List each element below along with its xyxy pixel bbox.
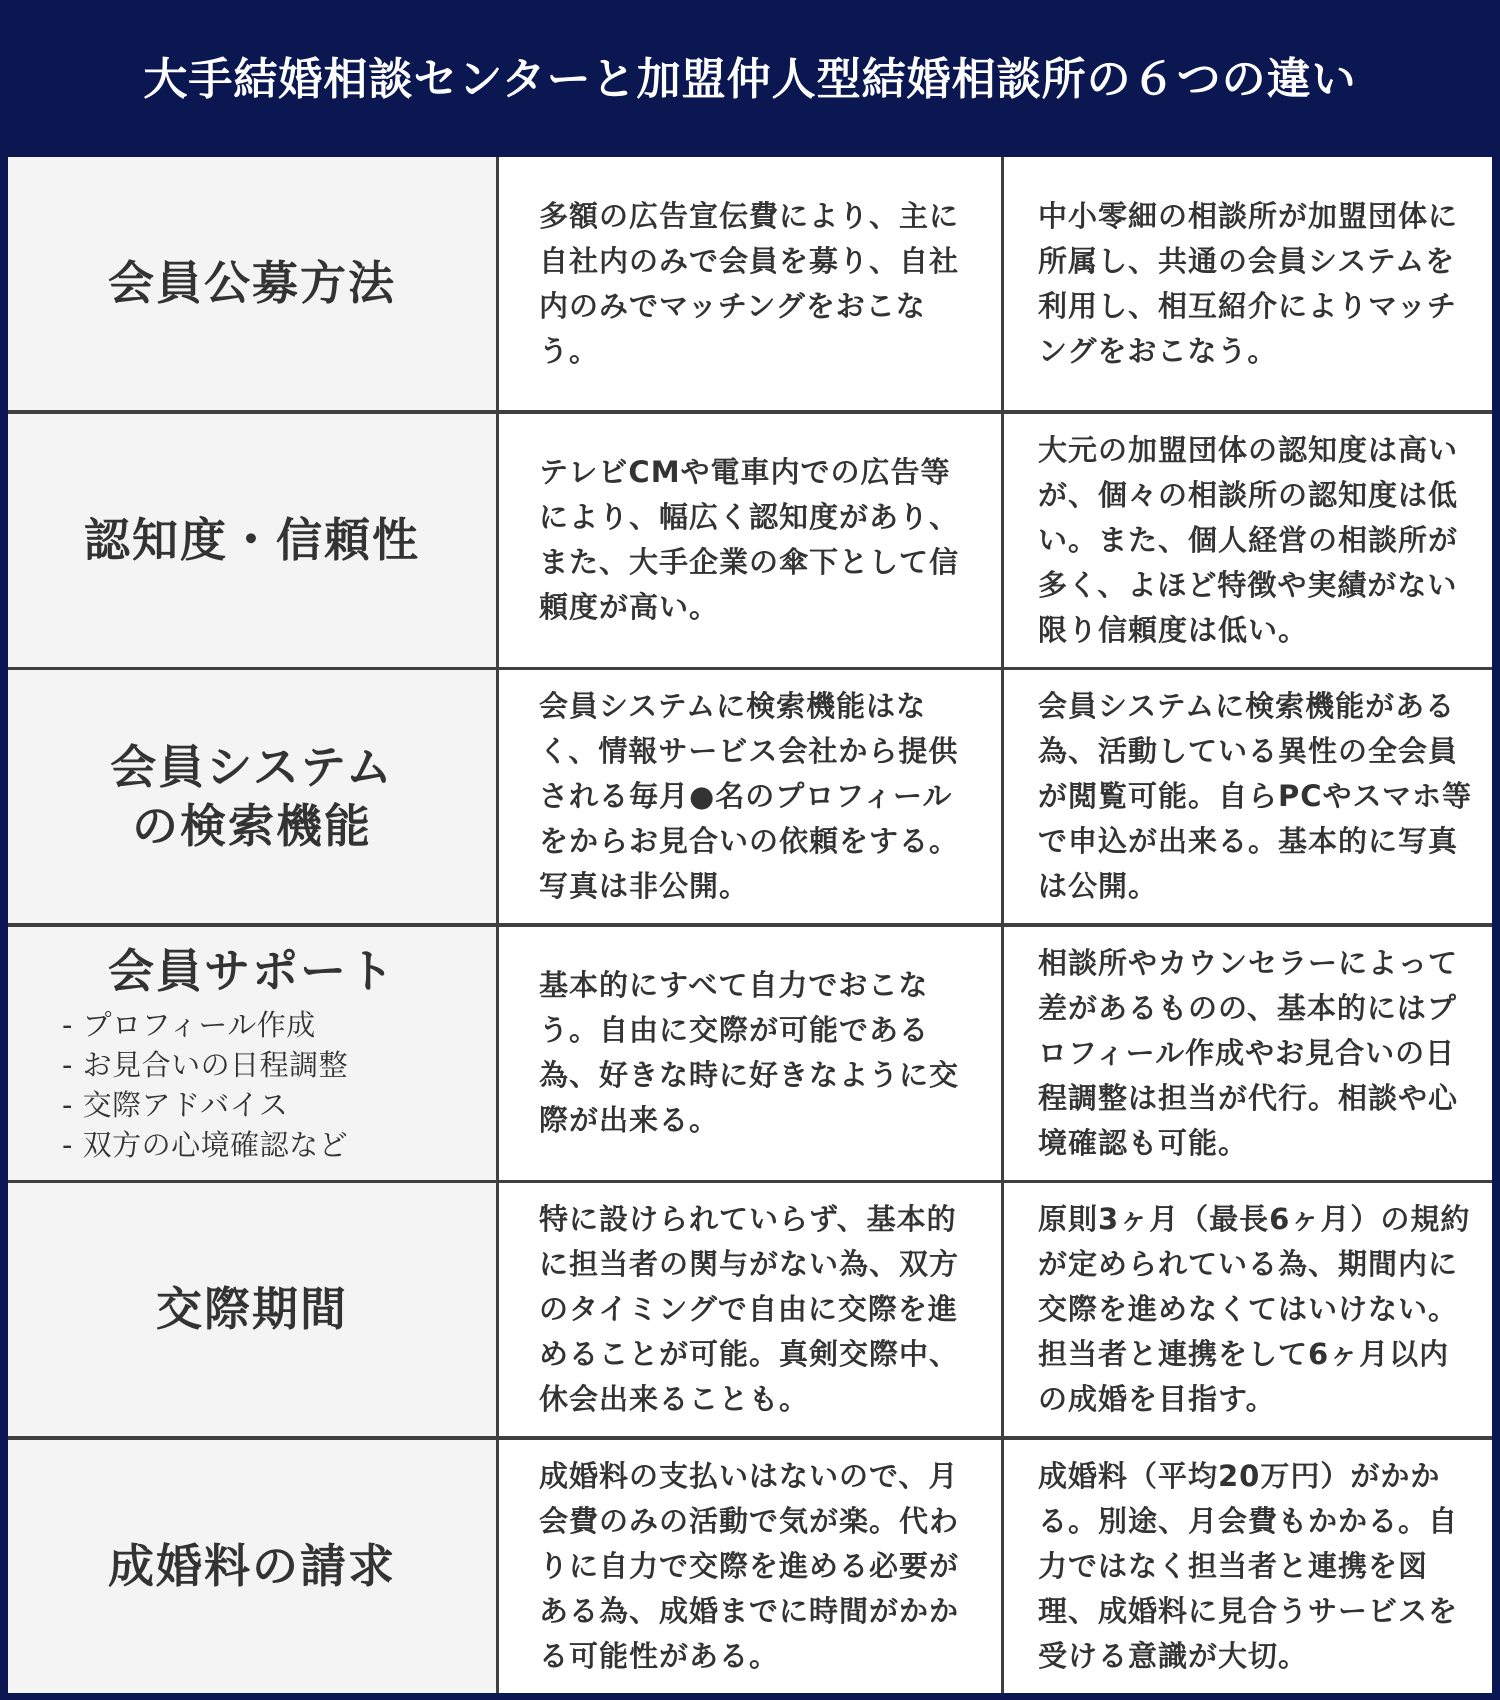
major-center-recruitment xyxy=(499,157,1001,410)
row-label-support xyxy=(8,927,496,1180)
member-agency-recognition xyxy=(1004,414,1492,667)
row-label-recognition xyxy=(8,414,496,667)
cell-text: 大元の加盟団体の認知度は高いが、個々の相談所の認知度は低い。また、個人経営の相談所が多く、よほど特徴や実績がない限り信頼度は低い。 xyxy=(1038,432,1459,647)
major-center-success-fee xyxy=(499,1440,1001,1693)
cell-text: 相談所やカウンセラーによって差があるものの、基本的にはプロフィール作成やお見合いの日程調整は担当が代行。相談や心境確認も可能。 xyxy=(1038,945,1459,1160)
major-center-search xyxy=(499,670,1001,923)
row-label-text: 会員サポート xyxy=(108,943,396,998)
row-label-text: 認知度・信頼性 xyxy=(84,512,420,567)
cell-text: 特に設けられていらず、基本的に担当者の関与がない為、双方のタイミングで自由に交際を進めることが可能。真剣交際中、休会出来ることも。 xyxy=(539,1202,960,1417)
cell-text: 基本的にすべて自力でおこなう。自由に交際が可能である為、好きな時に好きなように交際が出来る。 xyxy=(539,968,960,1138)
cell-text: 成婚料の支払いはないので、月会費のみの活動で気が楽。代わりに自力で交際を進める必要がある為、成婚までに時間がかかる可能性がある。 xyxy=(539,1458,960,1673)
row-label-success-fee xyxy=(8,1440,496,1693)
major-center-dating-period xyxy=(499,1183,1001,1436)
row-label-text: 成婚料の請求 xyxy=(108,1539,396,1594)
row-label-search xyxy=(8,670,496,923)
row-label-text: 交際期間 xyxy=(156,1282,348,1337)
support-sub-item: - 双方の心境確認など xyxy=(62,1127,349,1162)
cell-text: 多額の広告宣伝費により、主に自社内のみで会員を募り、自社内のみでマッチングをおこなう。 xyxy=(539,198,960,368)
row-label-text: 会員システム xyxy=(110,739,394,794)
row-label-dating-period xyxy=(8,1183,496,1436)
member-agency-recruitment xyxy=(1004,157,1492,410)
support-sub-item: - 交際アドバイス xyxy=(62,1087,289,1122)
cell-text: 中小零細の相談所が加盟団体に所属し、共通の会員システムを利用し、相互紹介によりマッチングをおこなう。 xyxy=(1038,198,1459,368)
major-center-recognition xyxy=(499,414,1001,667)
row-label-recruitment xyxy=(8,157,496,410)
support-sub-list xyxy=(62,1005,442,1165)
row-label-text: の検索機能 xyxy=(132,798,372,853)
major-center-support xyxy=(499,927,1001,1180)
cell-text: 会員システムに検索機能はなく、情報サービス会社から提供される毎月●名のプロフィールをからお見合いの依頼をする。写真は非公開。 xyxy=(539,689,960,904)
comparison-table xyxy=(8,157,1492,1693)
support-sub-item: - お見合いの日程調整 xyxy=(62,1047,349,1082)
member-agency-dating-period xyxy=(1004,1183,1492,1436)
cell-text: 原則3ヶ月（最長6ヶ月）の規約が定められている為、期間内に交際を進めなくてはいけない。担当者と連携をして6ヶ月以内の成婚を目指す。 xyxy=(1038,1202,1471,1417)
member-agency-success-fee xyxy=(1004,1440,1492,1693)
support-sub-item: - プロフィール作成 xyxy=(62,1007,316,1042)
member-agency-search xyxy=(1004,670,1492,923)
page-title: 大手結婚相談センターと加盟仲人型結婚相談所の６つの違い xyxy=(143,54,1357,105)
cell-text: テレビCMや電車内での広告等により、幅広く認知度があり、また、大手企業の傘下として信頼度が高い。 xyxy=(539,455,960,625)
member-agency-support xyxy=(1004,927,1492,1180)
row-label-text: 会員公募方法 xyxy=(108,256,396,311)
cell-text: 成婚料（平均20万円）がかかる。別途、月会費もかかる。自力ではなく担当者と連携を図理、成婚料に見合うサービスを受ける意識が大切。 xyxy=(1038,1458,1459,1673)
cell-text: 会員システムに検索機能がある為、活動している異性の全会員が閲覧可能。自らPCやスマホ等で申込が出来る。基本的に写真は公開。 xyxy=(1038,689,1472,904)
